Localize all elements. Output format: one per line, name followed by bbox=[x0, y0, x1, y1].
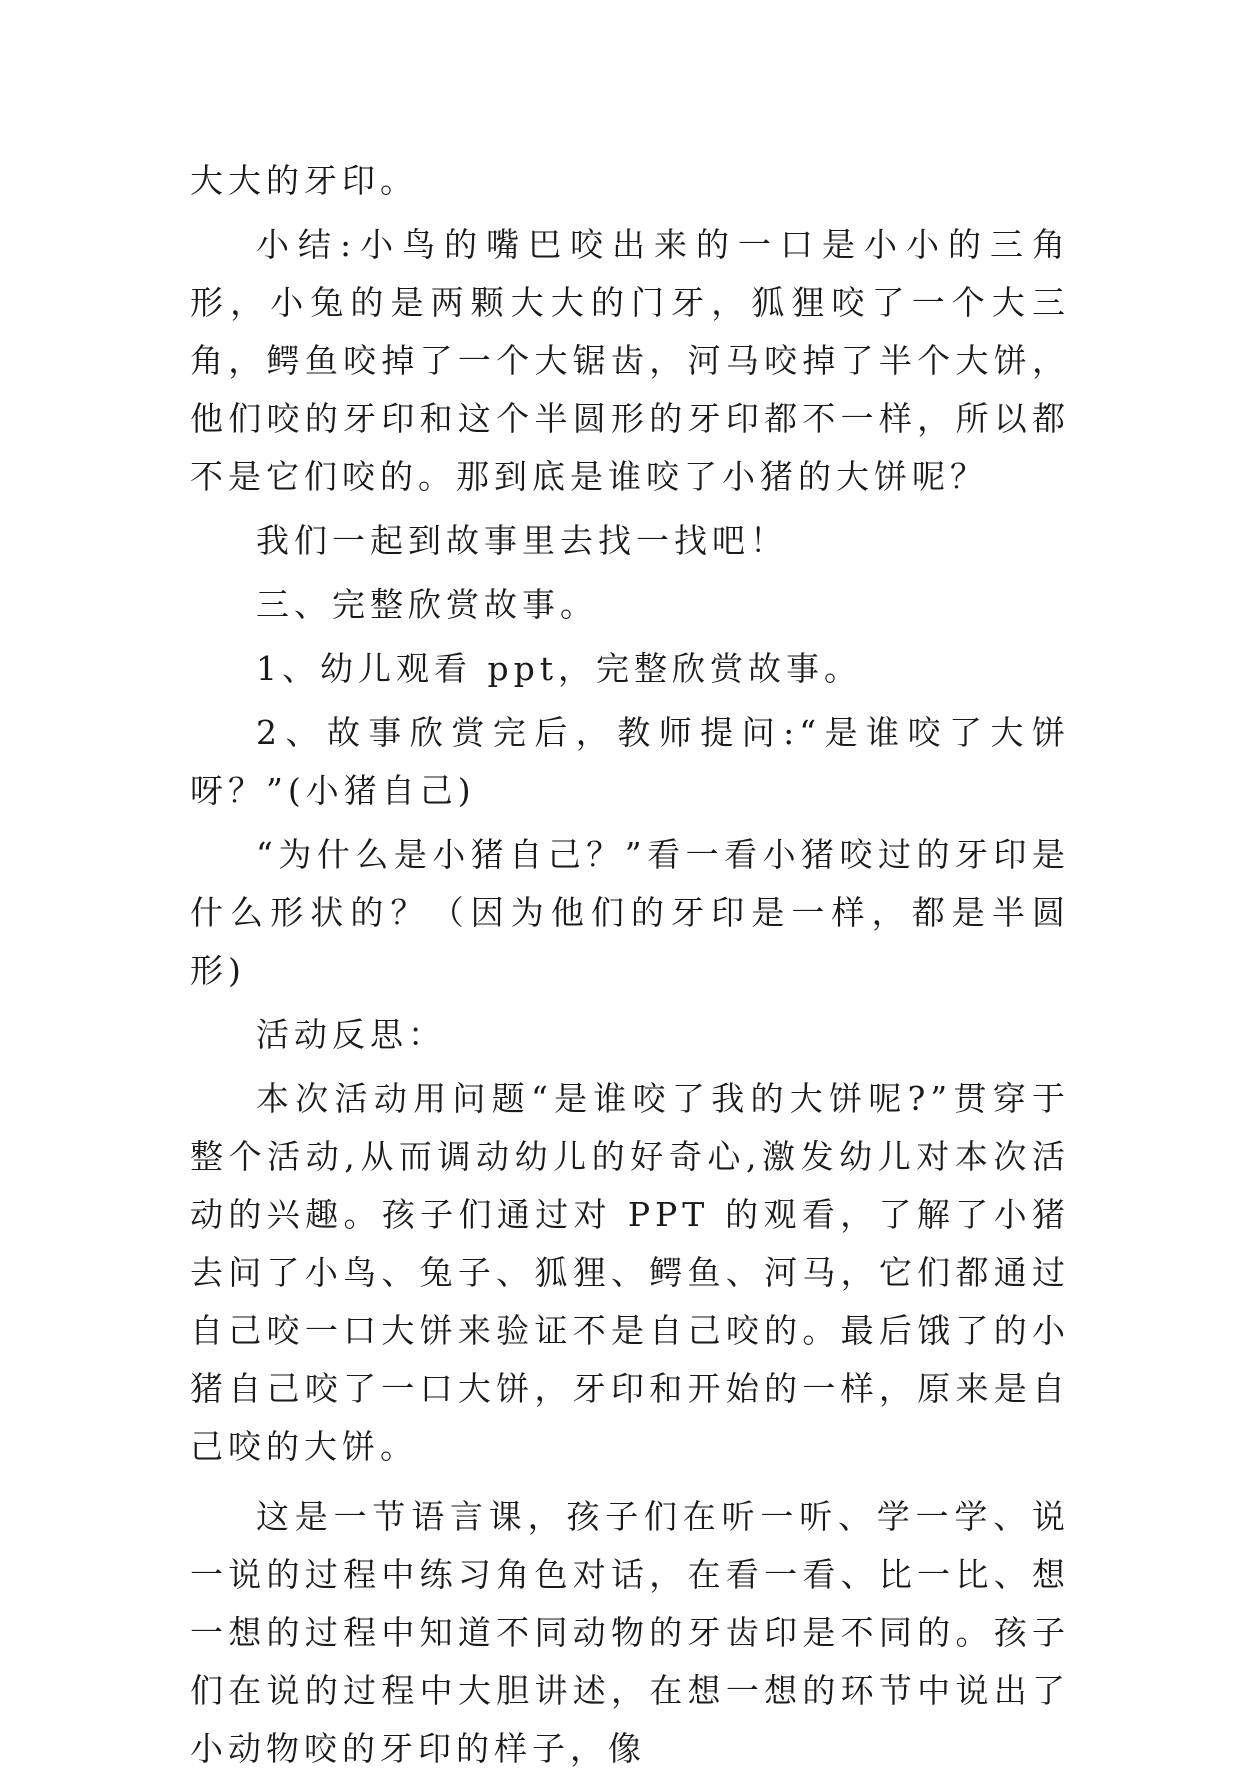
paragraph-6: 2、故事欣赏完后，教师提问:“是谁咬了大饼呀？”(小猪自己) bbox=[190, 713, 1070, 810]
paragraph-4: 三、完整欣赏故事。 bbox=[256, 585, 598, 624]
paragraph-9: 本次活动用问题“是谁咬了我的大饼呢?”贯穿于整个活动,从而调动幼儿的好奇心,激发幼儿对本次活动的兴趣。孩子们通过对 PPT 的观看，了解了小猪去问了小鸟、兔子、狐狸、鳄鱼、河马，它们都通过自己咬一口大饼来验证不是自己咬的。最后饿了的小猪自己咬了一口大饼，牙印和开始的一样，原来是自己咬的大饼。 bbox=[190, 1079, 1070, 1466]
paragraph-10: 这是一节语言课，孩子们在听一听、学一学、说一说的过程中练习角色对话，在看一看、比一比、想一想的过程中知道不同动物的牙齿印是不同的。孩子们在说的过程中大胆讲述，在想一想的环节中说出了小动物咬的牙印的样子，像 bbox=[190, 1497, 1070, 1768]
paragraph-3: 我们一起到故事里去找一找吧！ bbox=[256, 521, 788, 560]
paragraph-7: “为什么是小猪自己？”看一看小猪咬过的牙印是什么形状的？（因为他们的牙印是一样，都是半圆形) bbox=[190, 835, 1070, 990]
document-body bbox=[190, 152, 1070, 1778]
paragraph-5: 1、幼儿观看 ppt，完整欣赏故事。 bbox=[256, 649, 862, 688]
paragraph-8: 活动反思： bbox=[256, 1015, 446, 1054]
paragraph-1: 大大的牙印。 bbox=[190, 161, 418, 200]
paragraph-2: 小结:小鸟的嘴巴咬出来的一口是小小的三角形，小兔的是两颗大大的门牙，狐狸咬了一个大三角，鳄鱼咬掉了一个大锯齿，河马咬掉了半个大饼，他们咬的牙印和这个半圆形的牙印都不一样，所以都不是它们咬的。那到底是谁咬了小猪的大饼呢？ bbox=[190, 225, 1070, 496]
